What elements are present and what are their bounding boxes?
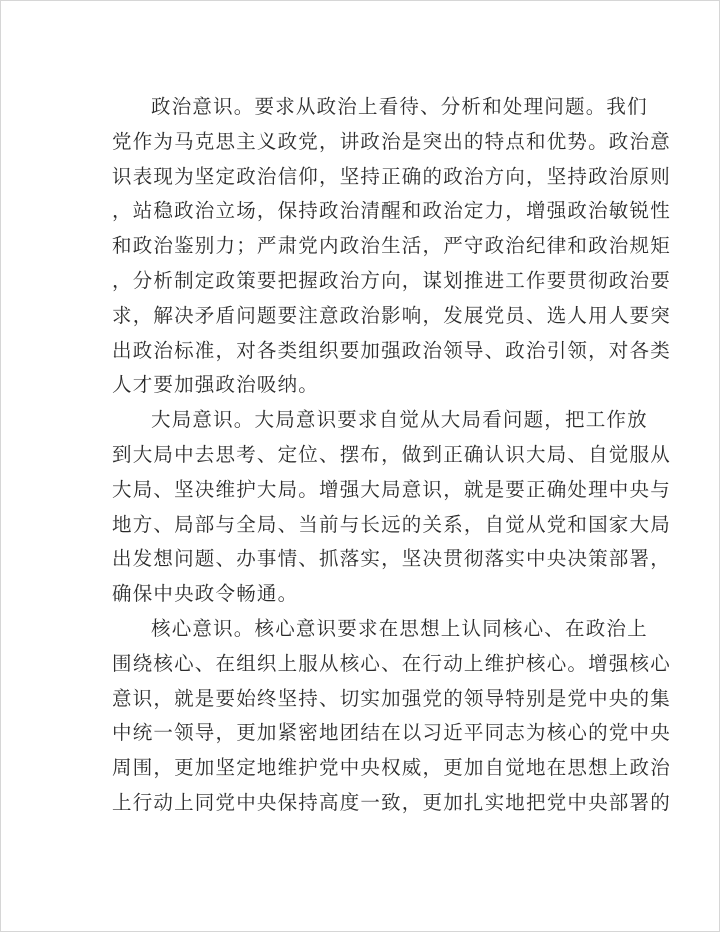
- text-line: 到大局中去思考、定位、摆布，做到正确认识大局、自觉服从: [112, 442, 671, 466]
- document-body: [112, 90, 671, 821]
- text-line: 大局、坚决维护大局。增强大局意识，就是要正确处理中央与: [112, 477, 671, 501]
- text-line: 和政治鉴别力；严肃党内政治生活，严守政治纪律和政治规矩: [112, 234, 671, 258]
- text-line: 地方、局部与全局、当前与长远的关系，自觉从党和国家大局: [112, 512, 671, 536]
- text-line: 求，解决矛盾问题要注意政治影响，发展党员、选人用人要突: [112, 303, 671, 327]
- paragraph-political-awareness: [112, 90, 671, 403]
- text-line: 大局意识。大局意识要求自觉从大局看问题，把工作放: [151, 408, 648, 432]
- text-line: 确保中央政令畅通。: [112, 582, 299, 606]
- text-line: ，分析制定政策要把握政治方向，谋划推进工作要贯彻政治要: [112, 268, 671, 292]
- paragraph-overall-awareness: [112, 403, 671, 612]
- text-line: 核心意识。核心意识要求在思想上认同核心、在政治上: [151, 616, 648, 640]
- text-line: 围绕核心、在组织上服从核心、在行动上维护核心。增强核心: [112, 651, 671, 675]
- text-line: 政治意识。要求从政治上看待、分析和处理问题。我们: [151, 95, 648, 118]
- text-line: ，站稳政治立场，保持政治清醒和政治定力，增强政治敏锐性: [112, 199, 671, 223]
- text-line: 党作为马克思主义政党，讲政治是突出的特点和优势。政治意: [112, 129, 671, 153]
- text-line: 周围，更加坚定地维护党中央权威，更加自觉地在思想上政治: [112, 756, 671, 780]
- text-line: 中统一领导，更加紧密地团结在以习近平同志为核心的党中央: [112, 721, 671, 745]
- text-line: 人才要加强政治吸纳。: [112, 373, 320, 397]
- text-line: 意识，就是要始终坚持、切实加强党的领导特别是党中央的集: [112, 686, 671, 710]
- text-line: 出发想问题、办事情、抓落实，坚决贯彻落实中央决策部署，: [112, 547, 671, 571]
- text-line: 识表现为坚定政治信仰，坚持正确的政治方向，坚持政治原则: [112, 164, 671, 188]
- paragraph-core-awareness: [112, 612, 671, 821]
- text-line: 出政治标准，对各类组织要加强政治领导、政治引领，对各类: [112, 338, 671, 362]
- text-line: 上行动上同党中央保持高度一致，更加扎实地把党中央部署的: [112, 790, 671, 814]
